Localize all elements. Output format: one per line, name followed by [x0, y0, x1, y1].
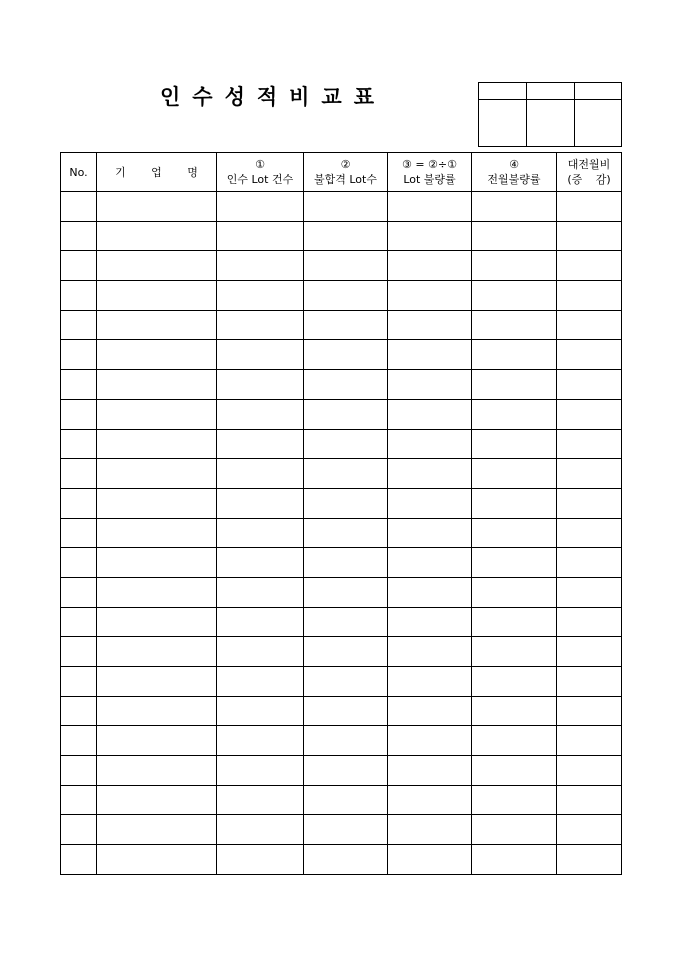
table-cell[interactable]	[472, 815, 557, 845]
table-cell[interactable]	[97, 726, 217, 756]
header-row	[61, 153, 622, 192]
table-cell[interactable]	[388, 488, 472, 518]
table-cell[interactable]	[97, 756, 217, 786]
table-cell[interactable]	[97, 251, 217, 281]
table-cell[interactable]	[557, 785, 622, 815]
table-cell[interactable]	[388, 548, 472, 578]
table-cell[interactable]	[472, 577, 557, 607]
table-cell[interactable]	[472, 667, 557, 697]
table-cell[interactable]	[304, 785, 388, 815]
table-cell[interactable]	[472, 607, 557, 637]
table-cell[interactable]	[388, 459, 472, 489]
table-cell[interactable]	[472, 370, 557, 400]
table-row	[61, 459, 622, 489]
table-row	[61, 577, 622, 607]
table-cell[interactable]	[304, 340, 388, 370]
table-cell[interactable]	[472, 340, 557, 370]
table-cell[interactable]	[61, 726, 97, 756]
table-cell[interactable]	[304, 192, 388, 222]
table-row	[61, 726, 622, 756]
table-cell[interactable]	[472, 459, 557, 489]
table-cell[interactable]	[61, 518, 97, 548]
table-cell[interactable]	[217, 340, 304, 370]
table-cell[interactable]	[61, 845, 97, 875]
table-cell[interactable]	[304, 221, 388, 251]
table-cell[interactable]	[557, 756, 622, 786]
header-no: No.	[61, 153, 97, 192]
table-cell[interactable]	[472, 756, 557, 786]
table-cell[interactable]	[97, 785, 217, 815]
table-cell[interactable]	[304, 815, 388, 845]
table-cell[interactable]	[97, 577, 217, 607]
table-cell[interactable]	[557, 459, 622, 489]
table-row	[61, 340, 622, 370]
table-cell[interactable]	[472, 845, 557, 875]
table-cell[interactable]	[472, 310, 557, 340]
table-row	[61, 429, 622, 459]
table-row	[61, 370, 622, 400]
table-cell[interactable]	[97, 192, 217, 222]
table-row	[61, 310, 622, 340]
table-row	[61, 251, 622, 281]
table-row	[61, 696, 622, 726]
header-received-lots: ① 인수 Lot 건수	[217, 153, 304, 192]
table-cell[interactable]	[217, 459, 304, 489]
table-cell[interactable]	[557, 726, 622, 756]
table-cell[interactable]	[304, 577, 388, 607]
table-cell[interactable]	[304, 429, 388, 459]
table-row	[61, 548, 622, 578]
header-lot-defect-rate: ③ = ②÷① Lot 불량률	[388, 153, 472, 192]
table-row	[61, 399, 622, 429]
table-cell[interactable]	[217, 756, 304, 786]
table-cell[interactable]	[388, 815, 472, 845]
table-cell[interactable]	[217, 310, 304, 340]
table-cell[interactable]	[217, 696, 304, 726]
table-row	[61, 667, 622, 697]
table-cell[interactable]	[388, 429, 472, 459]
table-row	[61, 221, 622, 251]
table-cell[interactable]	[557, 637, 622, 667]
table-cell[interactable]	[304, 281, 388, 311]
page-title: 인수성적비교표	[160, 84, 387, 109]
table-cell[interactable]	[217, 667, 304, 697]
table-cell[interactable]	[557, 815, 622, 845]
table-cell[interactable]	[304, 637, 388, 667]
table-row	[61, 488, 622, 518]
table-cell[interactable]	[388, 370, 472, 400]
table-cell[interactable]	[472, 518, 557, 548]
table-cell[interactable]	[97, 845, 217, 875]
approval-sign-1[interactable]	[479, 100, 527, 147]
header-rejected-lots: ② 불합격 Lot수	[304, 153, 388, 192]
table-cell[interactable]	[217, 221, 304, 251]
table-cell[interactable]	[388, 726, 472, 756]
table-cell[interactable]	[388, 577, 472, 607]
table-cell[interactable]	[472, 726, 557, 756]
table-cell[interactable]	[61, 340, 97, 370]
table-cell[interactable]	[557, 221, 622, 251]
table-cell[interactable]	[61, 281, 97, 311]
table-cell[interactable]	[97, 340, 217, 370]
table-row	[61, 281, 622, 311]
table-cell[interactable]	[304, 756, 388, 786]
table-cell[interactable]	[388, 221, 472, 251]
table-cell[interactable]	[557, 607, 622, 637]
approval-sign-2[interactable]	[527, 100, 575, 147]
table-cell[interactable]	[557, 488, 622, 518]
table-cell[interactable]	[304, 518, 388, 548]
table-cell[interactable]	[97, 310, 217, 340]
table-cell[interactable]	[61, 607, 97, 637]
table-cell[interactable]	[388, 756, 472, 786]
table-row	[61, 845, 622, 875]
table-cell[interactable]	[217, 785, 304, 815]
table-cell[interactable]	[557, 310, 622, 340]
table-row	[61, 815, 622, 845]
table-cell[interactable]	[61, 637, 97, 667]
table-cell[interactable]	[97, 815, 217, 845]
table-cell[interactable]	[557, 696, 622, 726]
table-cell[interactable]	[304, 399, 388, 429]
table-cell[interactable]	[61, 577, 97, 607]
table-cell[interactable]	[97, 607, 217, 637]
table-cell[interactable]	[388, 340, 472, 370]
table-cell[interactable]	[304, 459, 388, 489]
table-cell[interactable]	[388, 399, 472, 429]
table-cell[interactable]	[61, 488, 97, 518]
header-vs-prev-month: 대전월비 (증 감)	[557, 153, 622, 192]
table-cell[interactable]	[472, 696, 557, 726]
table-cell[interactable]	[557, 251, 622, 281]
approval-head-1	[479, 83, 527, 100]
table-cell[interactable]	[557, 548, 622, 578]
table-cell[interactable]	[557, 429, 622, 459]
table-cell[interactable]	[388, 667, 472, 697]
table-cell[interactable]	[97, 370, 217, 400]
table-cell[interactable]	[304, 310, 388, 340]
table-cell[interactable]	[217, 399, 304, 429]
table-cell[interactable]	[472, 429, 557, 459]
table-cell[interactable]	[472, 281, 557, 311]
table-cell[interactable]	[97, 696, 217, 726]
table-cell[interactable]	[557, 845, 622, 875]
table-cell[interactable]	[472, 637, 557, 667]
table-cell[interactable]	[388, 637, 472, 667]
approval-box	[478, 82, 622, 147]
header-prev-month-rate: ④ 전월불량률	[472, 153, 557, 192]
table-cell[interactable]	[388, 607, 472, 637]
table-cell[interactable]	[61, 548, 97, 578]
table-cell[interactable]	[557, 577, 622, 607]
table-cell[interactable]	[557, 340, 622, 370]
table-cell[interactable]	[61, 310, 97, 340]
table-cell[interactable]	[217, 845, 304, 875]
table-cell[interactable]	[217, 281, 304, 311]
table-cell[interactable]	[97, 221, 217, 251]
approval-sign-3[interactable]	[575, 100, 622, 147]
table-cell[interactable]	[304, 370, 388, 400]
table-cell[interactable]	[472, 548, 557, 578]
table-cell[interactable]	[557, 518, 622, 548]
table-cell[interactable]	[388, 310, 472, 340]
table-cell[interactable]	[388, 845, 472, 875]
table-cell[interactable]	[217, 488, 304, 518]
table-cell[interactable]	[217, 577, 304, 607]
table-cell[interactable]	[97, 548, 217, 578]
table-cell[interactable]	[61, 459, 97, 489]
table-cell[interactable]	[217, 637, 304, 667]
table-row	[61, 607, 622, 637]
table-cell[interactable]	[304, 726, 388, 756]
table-cell[interactable]	[472, 221, 557, 251]
table-cell[interactable]	[217, 518, 304, 548]
table-cell[interactable]	[217, 815, 304, 845]
table-cell[interactable]	[557, 281, 622, 311]
table-cell[interactable]	[304, 845, 388, 875]
approval-head-2	[527, 83, 575, 100]
table-cell[interactable]	[217, 251, 304, 281]
table-cell[interactable]	[557, 667, 622, 697]
table-cell[interactable]	[97, 459, 217, 489]
table-cell[interactable]	[388, 192, 472, 222]
table-cell[interactable]	[472, 399, 557, 429]
table-cell[interactable]	[61, 667, 97, 697]
table-cell[interactable]	[217, 548, 304, 578]
table-cell[interactable]	[61, 815, 97, 845]
table-cell[interactable]	[61, 756, 97, 786]
table-cell[interactable]	[97, 281, 217, 311]
table-cell[interactable]	[557, 192, 622, 222]
table-row	[61, 756, 622, 786]
table-cell[interactable]	[304, 607, 388, 637]
table-cell[interactable]	[304, 548, 388, 578]
table-cell[interactable]	[304, 251, 388, 281]
table-cell[interactable]	[61, 221, 97, 251]
table-cell[interactable]	[472, 785, 557, 815]
header-company-name: 기 업 명	[97, 153, 217, 192]
table-row	[61, 518, 622, 548]
table-cell[interactable]	[61, 399, 97, 429]
table-cell[interactable]	[217, 192, 304, 222]
table-cell[interactable]	[61, 192, 97, 222]
table-cell[interactable]	[97, 429, 217, 459]
table-cell[interactable]	[217, 370, 304, 400]
table-cell[interactable]	[388, 696, 472, 726]
table-cell[interactable]	[61, 370, 97, 400]
table-cell[interactable]	[388, 281, 472, 311]
table-cell[interactable]	[557, 399, 622, 429]
table-cell[interactable]	[97, 518, 217, 548]
table-cell[interactable]	[61, 785, 97, 815]
table-cell[interactable]	[61, 251, 97, 281]
table-cell[interactable]	[557, 370, 622, 400]
table-cell[interactable]	[61, 696, 97, 726]
table-cell[interactable]	[304, 696, 388, 726]
table-cell[interactable]	[388, 251, 472, 281]
table-row	[61, 785, 622, 815]
table-cell[interactable]	[217, 607, 304, 637]
table-cell[interactable]	[97, 637, 217, 667]
table-row	[61, 192, 622, 222]
table-cell[interactable]	[304, 667, 388, 697]
table-cell[interactable]	[472, 488, 557, 518]
table-cell[interactable]	[388, 785, 472, 815]
table-cell[interactable]	[97, 399, 217, 429]
table-cell[interactable]	[472, 192, 557, 222]
table-cell[interactable]	[304, 488, 388, 518]
table-cell[interactable]	[217, 429, 304, 459]
table-cell[interactable]	[217, 726, 304, 756]
table-cell[interactable]	[97, 488, 217, 518]
approval-head-3	[575, 83, 622, 100]
table-cell[interactable]	[472, 251, 557, 281]
comparison-table	[60, 152, 622, 875]
table-cell[interactable]	[61, 429, 97, 459]
table-cell[interactable]	[388, 518, 472, 548]
table-row	[61, 637, 622, 667]
table-cell[interactable]	[97, 667, 217, 697]
